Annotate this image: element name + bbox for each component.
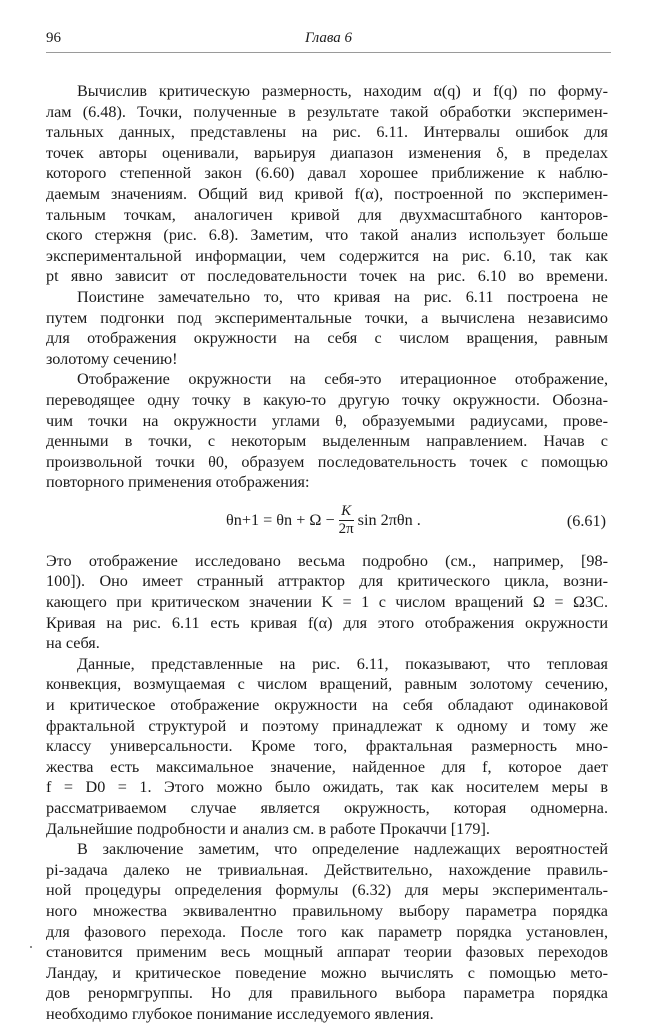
paragraph-6 bbox=[46, 839, 608, 1024]
text-line: 100]). Оно имеет странный аттрактор для критического цикла, возни- bbox=[46, 572, 608, 591]
text-line: произвольной точки θ0, образуем последовательность точек с помощью bbox=[46, 452, 608, 471]
text-line: Кривая на рис. 6.11 есть кривая f(α) для этого отображения окружности bbox=[46, 613, 608, 632]
text-line: жества есть максимальное значение, найденное для f, которое дает bbox=[46, 757, 608, 776]
text-line: рассматриваемом случае является окружность, которая одномерна. bbox=[46, 799, 608, 817]
text-line: pi-задача далеко не тривиальная. Действительно, нахождение правиль- bbox=[46, 860, 608, 879]
text-line: Это отображение исследовано весьма подробно (см., например, [98- bbox=[46, 551, 608, 570]
paragraph-3 bbox=[46, 369, 608, 493]
text-line: Дальнейшие подробности и анализ см. в работе Прокаччи [179]. bbox=[46, 819, 490, 838]
text-line: чим точки на окружности углами θ, образуемыми радиусами, прове- bbox=[46, 411, 608, 430]
paragraph-5 bbox=[46, 654, 608, 839]
text-line: ной процедуры определения формулы (6.32) для меры эксперименталь- bbox=[46, 881, 608, 900]
text-line: для фазового перехода. После того как параметр порядка установлен, bbox=[46, 922, 608, 941]
text-line: кающего при критическом значении K = 1 с числом вращений Ω = Ω3C. bbox=[46, 593, 608, 612]
text-line: путем подгонки под экспериментальные точки, а вычислена независимо bbox=[46, 308, 608, 327]
text-line: лам (6.48). Точки, полученные в результате такой обработки эксперимен- bbox=[46, 102, 608, 121]
text-line: фрактальной структурой и поэтому принадлежат к одному и тому же bbox=[46, 716, 608, 735]
text-line: тальных данных, представлены на рис. 6.11. Интервалы ошибок для bbox=[46, 123, 608, 142]
running-head bbox=[46, 30, 611, 52]
text-line: экспериментальной информации, чем содержится на рис. 6.10, так как bbox=[46, 246, 608, 265]
text-line: ного множества эквивалентно правильному выбору параметра порядка bbox=[46, 901, 608, 920]
text-line: денными в точки, с некоторым выделенным направлением. Начав с bbox=[46, 432, 608, 451]
text-line: точек авторы оценивали, варьируя диапазон изменения δ, в пределах bbox=[46, 143, 608, 162]
paragraph-4 bbox=[46, 551, 608, 654]
text-line: В заключение заметим, что определение надлежащих вероятностей bbox=[77, 840, 608, 859]
equation-number: (6.61) bbox=[566, 511, 606, 530]
text-line: ского стержня (рис. 6.8). Заметим, что такой анализ использует больше bbox=[46, 226, 608, 245]
equation-lhs: θn+1 = θn + Ω − bbox=[226, 510, 335, 529]
text-line: Поистине замечательно то, что кривая на рис. 6.11 построена не bbox=[77, 287, 608, 306]
equation-expression bbox=[226, 503, 421, 538]
text-line: pt явно зависит от последовательности точек на рис. 6.10 во времени. bbox=[46, 267, 608, 286]
text-line: даемым значениям. Общий вид кривой f(α), построенной по эксперимен- bbox=[46, 184, 608, 203]
text-line: необходимо глубокое понимание исследуемого явления. bbox=[46, 1004, 434, 1023]
body-text bbox=[46, 81, 608, 1025]
equation-rhs: sin 2πθn . bbox=[357, 510, 421, 529]
text-line: для отображения окружности на себя с числом вращения, равным bbox=[46, 329, 608, 348]
text-line: становится применим весь мощный аппарат теории фазовых переходов bbox=[46, 943, 608, 962]
equation-fraction bbox=[339, 503, 354, 538]
text-line: Ландау, и критическое поведение можно вычислять с помощью мето- bbox=[46, 963, 608, 982]
chapter-title: Глава 6 bbox=[304, 30, 353, 46]
text-line: повторного применения отображения: bbox=[46, 473, 310, 492]
fraction-denominator: 2π bbox=[338, 520, 354, 537]
header-rule bbox=[46, 52, 611, 53]
text-line: и критическое отображение окружности на себя обладают одинаковой bbox=[46, 696, 608, 715]
text-line: классу универсальности. Кроме того, фрактальная размерность мно- bbox=[46, 737, 608, 756]
text-line: тальным точкам, аналогичен кривой для двухмасштабного канторов- bbox=[46, 205, 608, 224]
text-line: на себя. bbox=[46, 634, 100, 653]
equation-6-61 bbox=[46, 493, 608, 551]
text-line: которого степенной закон (6.60) давал хорошее приближение к наблю- bbox=[46, 164, 608, 183]
text-line: золотому сечению! bbox=[46, 349, 178, 368]
text-line: f = D0 = 1. Этого можно было ожидать, так как носителем меры в bbox=[46, 778, 608, 797]
text-line: Вычислив критическую размерность, находим α(q) и f(q) по форму- bbox=[77, 82, 608, 100]
fraction-numerator: K bbox=[341, 502, 352, 519]
text-line: Данные, представленные на рис. 6.11, показывают, что тепловая bbox=[77, 654, 608, 673]
paragraph-1 bbox=[46, 81, 608, 287]
text-line: конвекция, возмущаемая с числом вращений, равным золотому сечению, bbox=[46, 675, 608, 694]
text-line: переводящее одну точку в какую-то другую точку окружности. Обозна- bbox=[46, 390, 608, 409]
margin-speck bbox=[30, 946, 32, 948]
paragraph-2 bbox=[46, 287, 608, 369]
text-line: дов ренормгруппы. Но для правильного выбора параметра порядка bbox=[46, 984, 608, 1003]
page-number: 96 bbox=[46, 30, 61, 46]
text-line: Отображение окружности на себя-это итерационное отображение, bbox=[77, 370, 608, 389]
